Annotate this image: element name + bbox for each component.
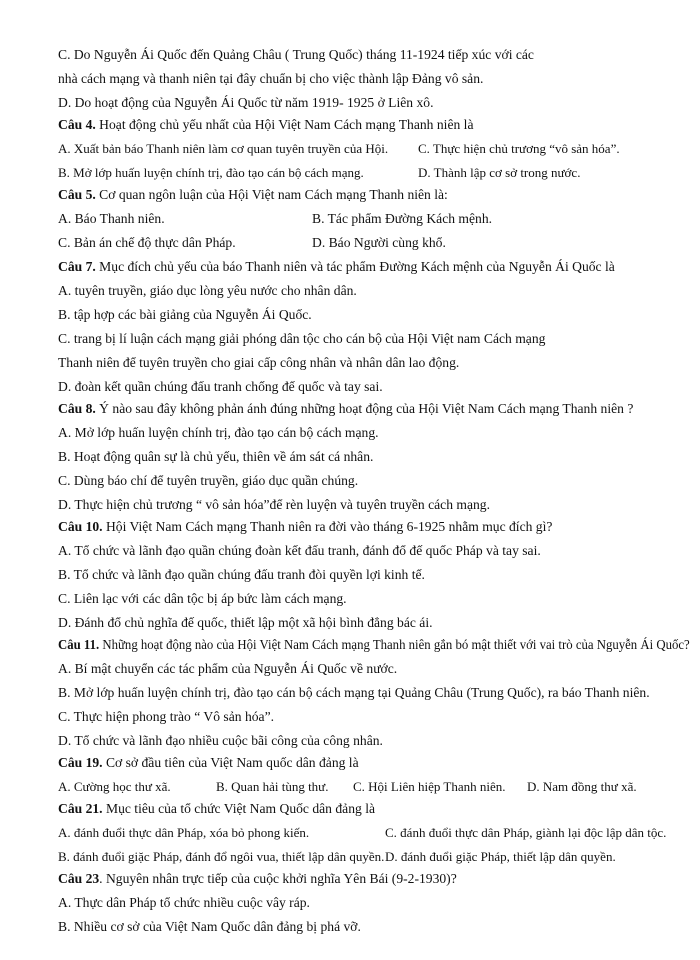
question-4-text: Hoạt động chủ yếu nhất của Hội Việt Nam Cách mạng Thanh niên là <box>95 117 474 132</box>
question-10-option-a: A. Tổ chức và lãnh đạo quần chúng đoàn kết đấu tranh, đánh đổ đế quốc Pháp và tay sai. <box>58 543 541 558</box>
question-19-option-b: B. Quan hải tùng thư. <box>216 779 329 794</box>
prev-option-d: D. Do hoạt động của Nguyễn Ái Quốc từ năm 1919- 1925 ở Liên xô. <box>58 95 434 110</box>
question-5-option-a: A. Báo Thanh niên. <box>58 211 165 226</box>
question-4-option-a: A. Xuất bản báo Thanh niên làm cơ quan tuyên truyền của Hội. <box>58 141 389 156</box>
question-19-option-a: A. Cường học thư xã. <box>58 779 171 794</box>
question-7-text: Mục đích chủ yếu của báo Thanh niên và tác phẩm Đường Kách mệnh của Nguyễn Ái Quốc là <box>95 259 615 274</box>
question-11-option-c: C. Thực hiện phong trào “ Vô sản hóa”. <box>58 709 275 724</box>
question-11-label: Câu 11. <box>58 637 100 652</box>
question-21-option-d: D. đánh đuổi giặc Pháp, thiết lập dân quyền. <box>385 849 616 864</box>
question-21-text: Mục tiêu của tổ chức Việt Nam Quốc dân đảng là <box>102 801 376 816</box>
question-7-option-d: D. đoàn kết quần chúng đấu tranh chống đế quốc và tay sai. <box>58 379 383 394</box>
question-5-option-d: D. Báo Người cùng khổ. <box>312 235 446 250</box>
question-10-text: Hội Việt Nam Cách mạng Thanh niên ra đời vào tháng 6-1925 nhằm mục đích gì? <box>102 519 553 534</box>
question-19-text: Cơ sở đầu tiên của Việt Nam quốc dân đảng là <box>102 755 359 770</box>
prev-option-c-line1: C. Do Nguyễn Ái Quốc đến Quảng Châu ( Trung Quốc) tháng 11-1924 tiếp xúc với các <box>58 47 534 62</box>
question-11-option-b: B. Mở lớp huấn luyện chính trị, đào tạo cán bộ cách mạng tại Quảng Châu (Trung Quốc), ra báo Thanh niên. <box>58 685 650 700</box>
question-23-option-b: B. Nhiều cơ sở của Việt Nam Quốc dân đảng bị phá vỡ. <box>58 919 361 934</box>
question-23-label: Câu 23 <box>58 871 100 886</box>
question-8-label: Câu 8. <box>58 401 96 416</box>
question-4-option-d: D. Thành lập cơ sở trong nước. <box>418 165 581 180</box>
question-21 <box>58 801 375 817</box>
question-8 <box>58 401 633 417</box>
question-8-option-a: A. Mở lớp huấn luyện chính trị, đào tạo cán bộ cách mạng. <box>58 425 379 440</box>
question-21-option-a: A. đánh đuổi thực dân Pháp, xóa bỏ phong kiến. <box>58 825 310 840</box>
question-5-label: Câu 5. <box>58 187 96 202</box>
question-10-option-b: B. Tổ chức và lãnh đạo quần chúng đấu tranh đòi quyền lợi kinh tế. <box>58 567 425 582</box>
question-23-option-a: A. Thực dân Pháp tổ chức nhiều cuộc vây ráp. <box>58 895 310 910</box>
question-7-option-a: A. tuyên truyền, giáo dục lòng yêu nước cho nhân dân. <box>58 283 357 298</box>
question-10-option-c: C. Liên lạc với các dân tộc bị áp bức làm cách mạng. <box>58 591 347 606</box>
question-8-option-c: C. Dùng báo chí để tuyên truyền, giáo dục quần chúng. <box>58 473 359 488</box>
question-10-label: Câu 10. <box>58 519 103 534</box>
question-5-text: Cơ quan ngôn luận của Hội Việt nam Cách mạng Thanh niên là: <box>95 187 448 202</box>
question-23-text: . Nguyên nhân trực tiếp của cuộc khởi nghĩa Yên Bái (9-2-1930)? <box>99 871 457 886</box>
question-4 <box>58 117 473 133</box>
question-5-option-b: B. Tác phẩm Đường Kách mệnh. <box>312 211 493 226</box>
question-11-option-a: A. Bí mật chuyển các tác phẩm của Nguyễn Ái Quốc về nước. <box>58 661 398 676</box>
question-11-text: Những hoạt động nào của Hội Việt Nam Cách mạng Thanh niên gắn bó mật thiết với vai trò của Nguyễn Ái Quốc? <box>99 637 690 652</box>
question-7-option-b: B. tập hợp các bài giảng của Nguyễn Ái Quốc. <box>58 307 312 322</box>
question-21-option-c: C. đánh đuổi thực dân Pháp, giành lại độc lập dân tộc. <box>385 825 667 840</box>
question-8-text: Ý nào sau đây không phản ánh đúng những hoạt động của Hội Việt Nam Cách mạng Thanh niên ? <box>95 401 634 416</box>
question-10-option-d: D. Đánh đổ chủ nghĩa đế quốc, thiết lập một xã hội bình đẳng bác ái. <box>58 615 433 630</box>
question-8-option-b: B. Hoạt động quân sự là chủ yếu, thiên về ám sát cá nhân. <box>58 449 374 464</box>
question-11 <box>58 637 690 653</box>
question-19-label: Câu 19. <box>58 755 103 770</box>
question-21-option-b: B. đánh đuổi giặc Pháp, đánh đổ ngôi vua, thiết lập dân quyền. <box>58 849 385 864</box>
question-7 <box>58 259 615 275</box>
question-10 <box>58 519 552 535</box>
question-4-option-b: B. Mở lớp huấn luyện chính trị, đào tạo cán bộ cách mạng. <box>58 165 364 180</box>
question-4-label: Câu 4. <box>58 117 96 132</box>
question-23 <box>58 871 457 887</box>
prev-option-c-line2: nhà cách mạng và thanh niên tại đây chuẩn bị cho việc thành lập Đảng vô sản. <box>58 71 484 86</box>
question-7-option-c-line2: Thanh niên để tuyên truyền cho giai cấp công nhân và nhân dân lao động. <box>58 355 460 370</box>
question-11-option-d: D. Tổ chức và lãnh đạo nhiều cuộc bãi công của công nhân. <box>58 733 383 748</box>
question-4-option-c: C. Thực hiện chủ trương “vô sản hóa”. <box>418 141 620 156</box>
question-19-option-d: D. Nam đồng thư xã. <box>527 779 637 794</box>
question-19-option-c: C. Hội Liên hiệp Thanh niên. <box>353 779 506 794</box>
question-5 <box>58 187 448 203</box>
question-19 <box>58 755 359 771</box>
question-7-option-c-line1: C. trang bị lí luận cách mạng giải phóng dân tộc cho cán bộ của Hội Việt nam Cách mạng <box>58 331 546 346</box>
question-5-option-c: C. Bản án chế độ thực dân Pháp. <box>58 235 236 250</box>
question-7-label: Câu 7. <box>58 259 96 274</box>
question-21-label: Câu 21. <box>58 801 103 816</box>
question-8-option-d: D. Thực hiện chủ trương “ vô sản hóa”để rèn luyện và tuyên truyền cách mạng. <box>58 497 490 512</box>
